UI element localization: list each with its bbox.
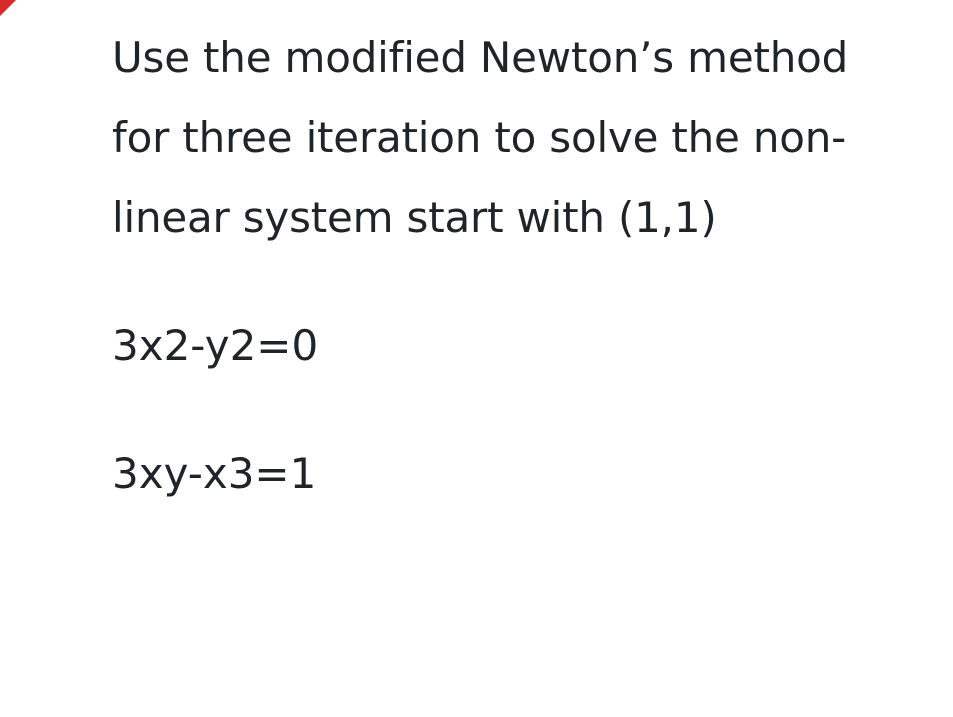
problem-line-2: for three iteration to solve the non- [112,113,847,162]
equation-1: 3x2-y2=0 [112,321,319,370]
problem-line-1: Use the modified Newton’s method [112,33,849,82]
problem-statement [112,18,912,258]
problem-line-3: linear system start with (1,1) [112,193,717,242]
corner-mark [0,0,16,16]
equation-2: 3xy-x3=1 [112,449,317,498]
